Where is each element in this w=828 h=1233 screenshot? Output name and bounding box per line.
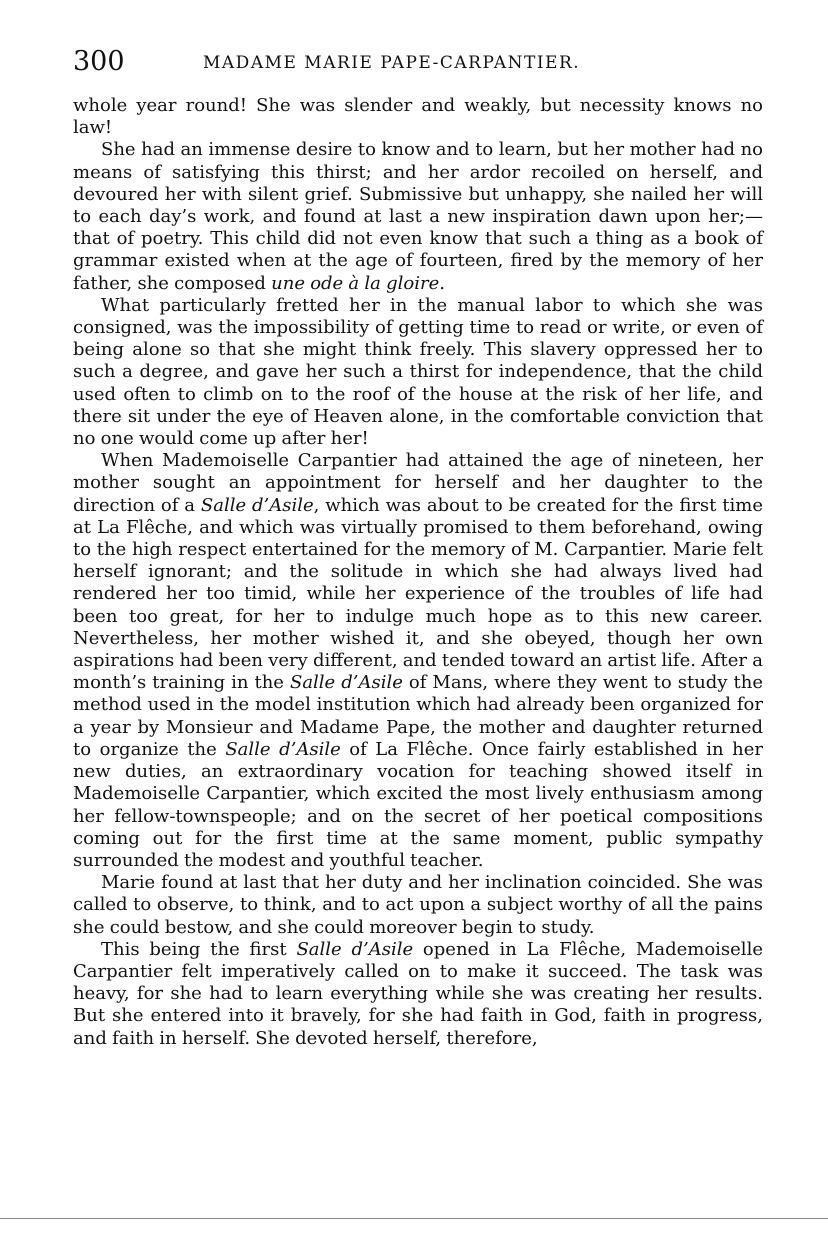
paragraph-2 <box>73 139 763 294</box>
text-run: opened in La Flêche, Mademoiselle Carpantier felt imperatively called on to make it succeed. The task was heavy, for she had to learn everything while she was creating her results. But she entered into it bravely, for she had faith in God, faith in progress, and faith in herself. She devoted herself, therefore, <box>73 938 763 1049</box>
italic-phrase: Salle d’Asile <box>289 672 403 694</box>
text-run: of La Flêche. Once fairly established in her new duties, an extraordinary vocation for teaching showed itself in Mademoiselle Carpantier, which excited the most lively enthusiasm among her fellow-townspeople; and on the secret of her poetical compositions coming out for the first time at the same moment, public sympathy surrounded the modest and youthful teacher. <box>73 738 763 871</box>
paragraph-1 <box>73 95 763 139</box>
running-head: MADAME MARIE PAPE-CARPANTIER. <box>203 53 581 73</box>
text-run: She had an immense desire to know and to learn, but her mother had no means of satisfying this thirst; and her ardor recoiled on herself, and devoured her with silent grief. Submissive but unhappy, she nailed her will to each day’s work, and found at last a new inspiration dawn upon her;—that of poetry. This child did not even know that such a thing as a book of grammar existed when at the age of fourteen, fired by the memory of her father, she composed <box>73 139 763 294</box>
paragraph-6 <box>73 939 763 1050</box>
italic-phrase: Salle d’Asile <box>225 738 341 760</box>
body-text <box>73 95 763 1050</box>
italic-phrase: Salle d’Asile <box>200 494 314 516</box>
paragraph-4 <box>73 450 763 872</box>
text-run: When Mademoiselle Carpantier had attained the age of nineteen, her mother sought an appointment for herself and her daughter to the direction of a <box>73 450 763 516</box>
page-number: 300 <box>73 46 125 77</box>
italic-phrase: Salle d’Asile <box>296 938 414 960</box>
bottom-rule <box>0 1218 828 1219</box>
text-run: What particularly fretted her in the manual labor to which she was consigned, was the impossibility of getting time to read or write, or even of being alone so that she might think freely. This slavery oppressed her to such a degree, and gave her such a thirst for independence, that the child used often to climb on to the roof of the house at the risk of her life, and there sit under the eye of Heaven alone, in the comfortable conviction that no one would come up after her! <box>73 294 763 450</box>
italic-phrase: une ode à la gloire <box>271 272 440 294</box>
text-run: Marie found at last that her duty and her inclination coincided. She was called to observe, to think, and to act upon a subject worthy of all the pains she could bestow, and she could moreover begin to study. <box>73 872 763 938</box>
paragraph-3 <box>73 295 763 450</box>
paragraph-5 <box>73 872 763 939</box>
text-run: This being the first <box>101 938 297 960</box>
page-header <box>73 44 763 84</box>
text-run: . <box>439 272 445 294</box>
text-run: , which was about to be created for the first time at La Flêche, and which was virtually promised to them beforehand, owing to the high respect entertained for the memory of M. Carpantier. Marie felt herself ignorant; and the solitude in which she had always lived had rendered her too timid, while her experience of the troubles of life had been too great, for her to indulge much hope as to this new career. Nevertheless, her mother wished it, and she obeyed, though her own aspirations had been very different, and tended toward an artist life. After a month’s training in the <box>73 494 763 694</box>
text-run: whole year round! She was slender and weakly, but necessity knows no law! <box>73 95 763 139</box>
text-run: of Mans, where they went to study the method used in the model institution which had already been organized for a year by Monsieur and Madame Pape, the mother and daughter returned to organize the <box>73 672 763 760</box>
